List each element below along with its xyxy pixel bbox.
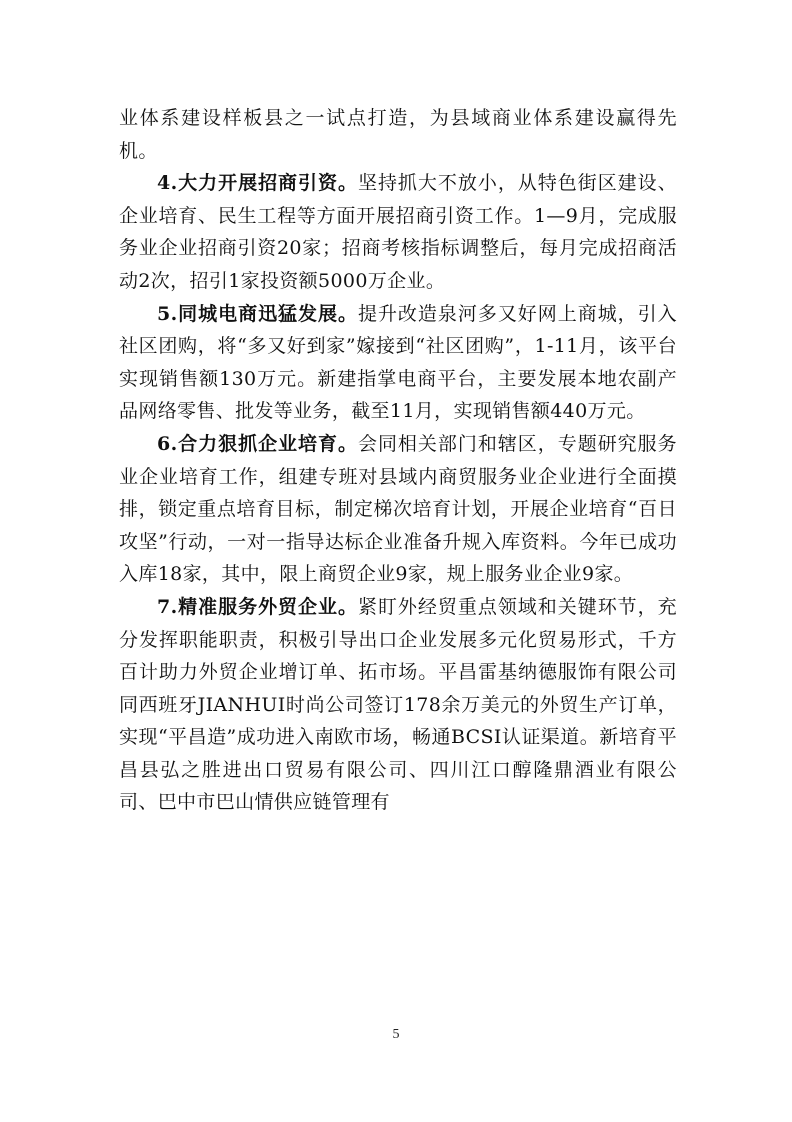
paragraph-heading: 5.同城电商迅猛发展。 bbox=[157, 302, 358, 325]
page-number: 5 bbox=[392, 1027, 400, 1042]
paragraph-text: 业体系建设样板县之一试点打造，为县域商业体系建设赢得先机。 bbox=[119, 107, 677, 162]
paragraph-heading: 4.大力开展招商引资。 bbox=[157, 172, 358, 195]
paragraph-local-ecommerce bbox=[119, 298, 677, 428]
paragraph-foreign-trade bbox=[119, 591, 677, 819]
paragraph-text: 会同相关部门和辖区，专题研究服务业企业培育工作，组建专班对县域内商贸服务业企业进行全面摸排，锁定重点培育目标，制定梯次培育计划，开展企业培育“百日攻坚”行动，一对一指导达标企业准备升规入库资料。今年已成功入库18家，其中，限上商贸企业9家，规上服务业企业9家。 bbox=[119, 432, 677, 586]
paragraph-investment-attraction bbox=[119, 167, 677, 297]
paragraph-continued bbox=[119, 102, 677, 167]
paragraph-heading: 7.精准服务外贸企业。 bbox=[157, 595, 358, 618]
paragraph-enterprise-cultivation bbox=[119, 428, 677, 591]
paragraph-text: 紧盯外经贸重点领域和关键环节，充分发挥职能职责，积极引导出口企业发展多元化贸易形式，千方百计助力外贸企业增订单、拓市场。平昌雷基纳德服饰有限公司同西班牙JIANHUI时尚公司签订178余万美元的外贸生产订单，实现“平昌造”成功进入南欧市场，畅通BCSI认证渠道。新培育平昌县弘之胜进出口贸易有限公司、四川江口醇隆鼎酒业有限公司、巴中市巴山情供应链管理有 bbox=[119, 595, 677, 814]
paragraph-heading: 6.合力狠抓企业培育。 bbox=[157, 432, 358, 455]
body-text bbox=[119, 102, 677, 819]
paragraph-text: 坚持抓大不放小，从特色街区建设、企业培育、民生工程等方面开展招商引资工作。1—9月，完成服务业企业招商引资20家；招商考核指标调整后，每月完成招商活动2次，招引1家投资额5000万企业。 bbox=[119, 172, 677, 292]
paragraph-text: 提升改造泉河多又好网上商城，引入社区团购，将“多又好到家”嫁接到“社区团购”，1-11月，该平台实现销售额130万元。新建指掌电商平台，主要发展本地农副产品网络零售、批发等业务，截至11月，实现销售额440万元。 bbox=[119, 302, 677, 423]
